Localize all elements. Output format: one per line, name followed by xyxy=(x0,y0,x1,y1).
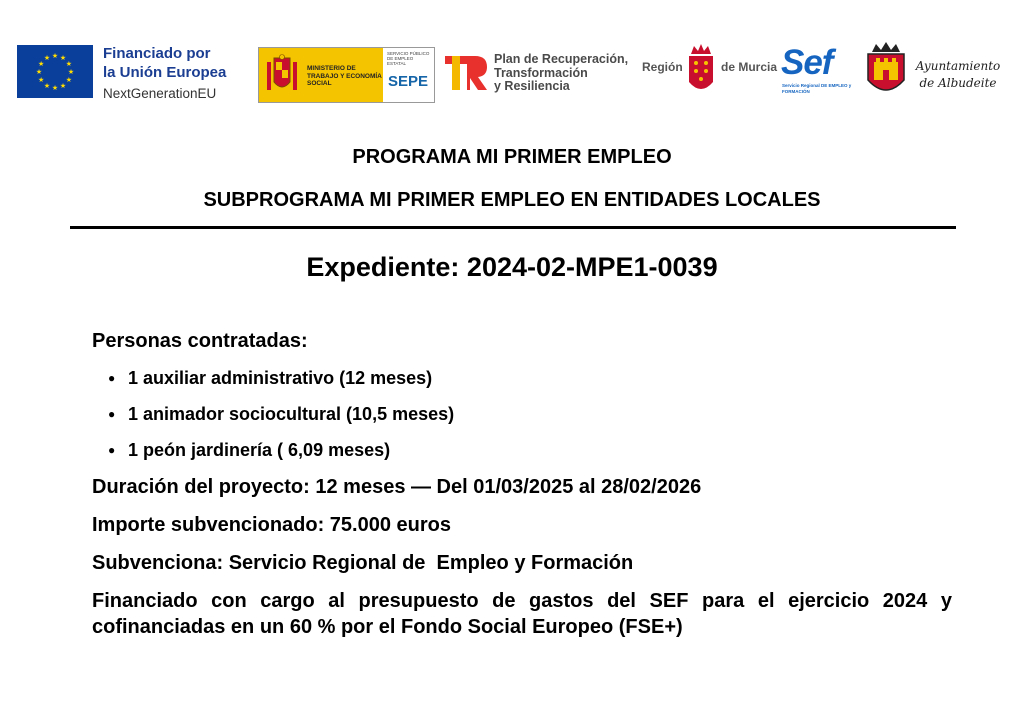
subprogram-title: SUBPROGRAMA MI PRIMER EMPLEO EN ENTIDADES LOCALES xyxy=(203,189,821,211)
bullet-icon: ● xyxy=(108,371,116,385)
eu-star-icon: ★ xyxy=(37,76,45,84)
eu-star-icon: ★ xyxy=(67,68,75,76)
duracion-text: Duración del proyecto: 12 meses — Del 01/03/2025 al 28/02/2026 xyxy=(92,476,702,498)
bullet-icon: ● xyxy=(108,443,116,457)
eu-star-icon: ★ xyxy=(59,81,67,90)
ayuntamiento-line2: de Albudeite xyxy=(919,76,997,90)
eu-star-icon: ★ xyxy=(43,81,51,90)
eu-star-icon: ★ xyxy=(65,76,73,84)
eu-star-icon: ★ xyxy=(43,54,51,63)
subvenciona-text: Subvenciona: Servicio Regional de Empleo y Formación xyxy=(92,552,634,574)
albudeite-coat-of-arms-icon xyxy=(864,42,908,98)
prtr-line1: Plan de Recuperación, xyxy=(494,52,629,66)
eu-line2: la Unión Europea xyxy=(103,64,227,81)
eu-star-icon: ★ xyxy=(51,84,59,92)
persona-text: 1 auxiliar administrativo (12 meses) xyxy=(128,368,433,388)
sef-logo: Sef xyxy=(781,43,833,82)
eu-star-icon: ★ xyxy=(51,52,59,60)
ministerio-name: MINISTERIO DE TRABAJO Y ECONOMÍA SOCIAL xyxy=(307,65,382,87)
expediente-heading: Expediente: 2024-02-MPE1-0039 xyxy=(306,252,718,282)
eu-funding-text xyxy=(103,44,253,103)
prtr-logo-icon xyxy=(443,50,489,96)
eu-star-icon: ★ xyxy=(35,68,43,76)
ministerio-logo xyxy=(258,47,435,103)
list-item xyxy=(92,363,952,399)
bullet-icon: ● xyxy=(108,407,116,421)
importe-text: Importe subvencionado: 75.000 euros xyxy=(92,514,451,536)
program-title: PROGRAMA MI PRIMER EMPLEO xyxy=(352,146,672,168)
title-divider xyxy=(70,226,956,229)
eu-flag-icon xyxy=(17,45,93,98)
personas-list xyxy=(92,363,952,471)
murcia-coat-of-arms-icon xyxy=(686,42,716,98)
prtr-line2: Transformación xyxy=(494,65,588,80)
eu-star-icon: ★ xyxy=(37,60,45,68)
eu-line3: NextGenerationEU xyxy=(103,86,217,101)
logo-strip xyxy=(0,0,1024,120)
persona-text: 1 animador sociocultural (10,5 meses) xyxy=(128,404,455,424)
financiado-text: Financiado con cargo al presupuesto de gastos del SEF para el ejercicio 2024 y cofinanciadas en un 60 % por el Fondo Social Europeo (FSE+) xyxy=(92,590,952,638)
personas-label: Personas contratadas: xyxy=(92,330,308,352)
sef-subtitle: Servicio Regional DE EMPLEO y FORMACIÓN xyxy=(782,83,852,94)
prtr-text xyxy=(494,53,644,94)
list-item xyxy=(92,435,952,471)
sepe-subtitle: SERVICIO PÚBLICO DE EMPLEO ESTATAL xyxy=(387,51,430,66)
murcia-text-right: de Murcia xyxy=(721,60,778,74)
eu-star-icon: ★ xyxy=(65,60,73,68)
sepe-acronym: SEPE xyxy=(388,73,429,90)
list-item xyxy=(92,399,952,435)
persona-text: 1 peón jardinería ( 6,09 meses) xyxy=(128,440,391,460)
content-body xyxy=(92,328,952,640)
ayuntamiento-line1: Ayuntamiento xyxy=(915,59,1001,73)
spain-coat-of-arms-icon xyxy=(265,54,299,96)
ayuntamiento-text xyxy=(913,58,1003,92)
eu-line1: Financiado por xyxy=(103,45,211,62)
eu-star-icon: ★ xyxy=(59,54,67,63)
murcia-text-left: Región xyxy=(642,60,683,74)
prtr-line3: y Resiliencia xyxy=(494,79,570,93)
